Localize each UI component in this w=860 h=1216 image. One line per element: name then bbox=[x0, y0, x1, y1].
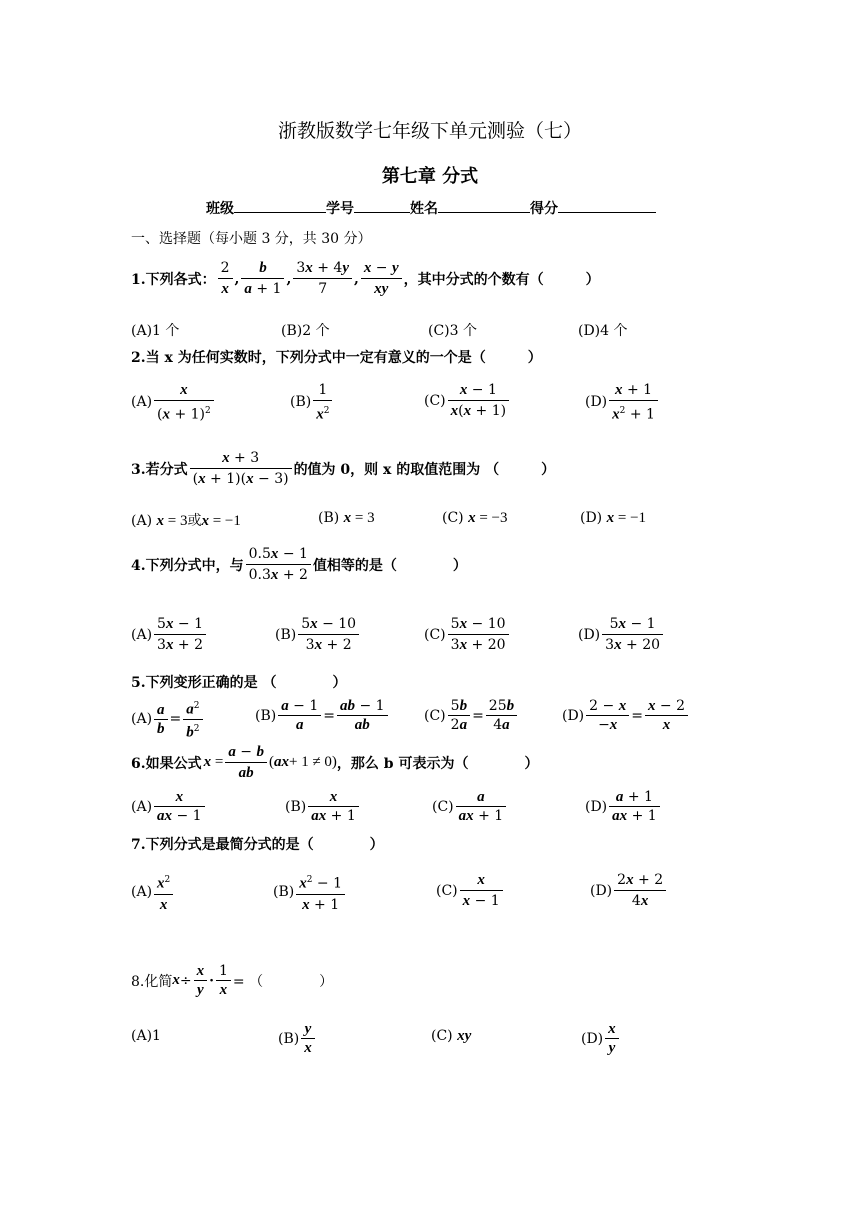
question-2: 2.当 x 为任何实数时，下列分式中一定有意义的一个是（ ） bbox=[131, 350, 542, 366]
student-info-line bbox=[206, 198, 656, 218]
q5-option-c[interactable]: (C) $\frac{5b}{2a}$ = $\frac{25b}{4a}$ bbox=[424, 697, 519, 734]
q2-option-a[interactable]: (A) x $(x + 1)^2$ bbox=[131, 380, 216, 425]
name-label: 姓名 bbox=[410, 201, 438, 217]
q7-option-d[interactable]: (D) 2x + 2 4x bbox=[590, 870, 668, 911]
class-label: 班级 bbox=[206, 201, 234, 217]
q4-option-c[interactable]: (C) 5x − 10 3x + 20 bbox=[424, 614, 511, 655]
name-blank[interactable] bbox=[438, 198, 530, 213]
q6-option-d[interactable]: (D) a + 1 ax + 1 bbox=[585, 788, 662, 825]
q2-option-c[interactable]: (C) x − 1 x(x + 1) bbox=[424, 380, 511, 421]
chapter-title: 第七章 分式 bbox=[381, 166, 479, 187]
q7-option-b[interactable]: (B) $x^2 - 1$ x + 1 bbox=[273, 870, 347, 915]
q1-option-b[interactable]: (B)2 个 bbox=[281, 323, 330, 339]
q4-option-b[interactable]: (B) 5x − 10 3x + 2 bbox=[275, 614, 361, 655]
student-no-label: 学号 bbox=[326, 201, 354, 217]
q4-option-d[interactable]: (D) 5x − 1 3x + 20 bbox=[578, 614, 665, 655]
q3-option-d[interactable]: (D) x = −1 bbox=[580, 510, 647, 526]
question-6: 6.如果公式 x = $\frac{a - b}{ab}$ ( ax + 1 ≠ 0) ，那么 b 可表示为（ ） bbox=[131, 744, 539, 781]
question-4: 4.下列分式中，与 0.5x − 1 0.3x + 2 值相等的是（ ） bbox=[131, 546, 467, 583]
q8-option-b[interactable]: (B) y x bbox=[278, 1020, 317, 1057]
q3-option-b[interactable]: (B) x = 3 bbox=[318, 510, 375, 526]
score-blank[interactable] bbox=[558, 198, 656, 213]
q3-option-c[interactable]: (C) x = −3 bbox=[442, 510, 508, 526]
q1-option-c[interactable]: (C)3 个 bbox=[428, 323, 477, 339]
score-label: 得分 bbox=[530, 201, 558, 217]
question-7: 7.下列分式是最简分式的是（ ） bbox=[131, 837, 384, 853]
question-8: 8.化简 x ÷ $\frac{x}{y}$ · $\frac{1}{x}$ = （ ） bbox=[131, 963, 334, 998]
class-blank[interactable] bbox=[234, 198, 326, 213]
q6-option-c[interactable]: (C) a ax + 1 bbox=[432, 788, 508, 825]
q7-option-c[interactable]: (C) x x − 1 bbox=[436, 870, 505, 911]
q8-option-c[interactable]: (C) xy bbox=[431, 1028, 472, 1044]
q4-option-a[interactable]: (A) 5x − 1 3x + 2 bbox=[131, 614, 208, 655]
q5-option-b[interactable]: (B) $\frac{a - 1}{a}$ = $\frac{ab - 1}{ab}$ bbox=[255, 697, 390, 734]
q2-option-b[interactable]: (B) 1 $x^2$ bbox=[290, 380, 334, 425]
q3-option-a[interactable]: (A) x = 3或x = −1 bbox=[131, 513, 241, 529]
q8-option-a[interactable]: (A)1 bbox=[131, 1028, 161, 1044]
q1-option-a[interactable]: (A)1 个 bbox=[131, 323, 180, 339]
q6-option-b[interactable]: (B) x ax + 1 bbox=[285, 788, 361, 825]
question-3: 3.若分式 x + 3 (x + 1)(x − 3) 的值为 0，则 x 的取值范围为 （ ） bbox=[131, 450, 556, 487]
question-1: 1.下列各式： 2 x , b a + 1 , 3x + 4y 7 , x − y xy ，其中分式的个数有（ ） bbox=[131, 260, 600, 297]
q7-option-a[interactable]: (A) $x^2$ x bbox=[131, 870, 175, 915]
q1-option-d[interactable]: (D)4 个 bbox=[578, 323, 628, 339]
q2-option-d[interactable]: (D) x + 1 $x^2 + 1$ bbox=[585, 380, 660, 425]
q8-option-d[interactable]: (D) x y bbox=[581, 1020, 621, 1057]
question-5: 5.下列变形正确的是 （ ） bbox=[131, 675, 347, 691]
q5-option-d[interactable]: (D) $\frac{2 - x}{-x}$ = $\frac{x - 2}{x}$ bbox=[562, 697, 690, 734]
student-no-blank[interactable] bbox=[354, 198, 410, 213]
q5-option-a[interactable]: (A) $\frac{a}{b}$ = $\frac{a^2}{b^2}$ bbox=[131, 697, 205, 741]
q6-option-a[interactable]: (A) x ax − 1 bbox=[131, 788, 207, 825]
section-heading: 一、选择题（每小题 3 分，共 30 分） bbox=[131, 231, 372, 247]
page-title: 浙教版数学七年级下单元测验（七） bbox=[277, 120, 582, 142]
